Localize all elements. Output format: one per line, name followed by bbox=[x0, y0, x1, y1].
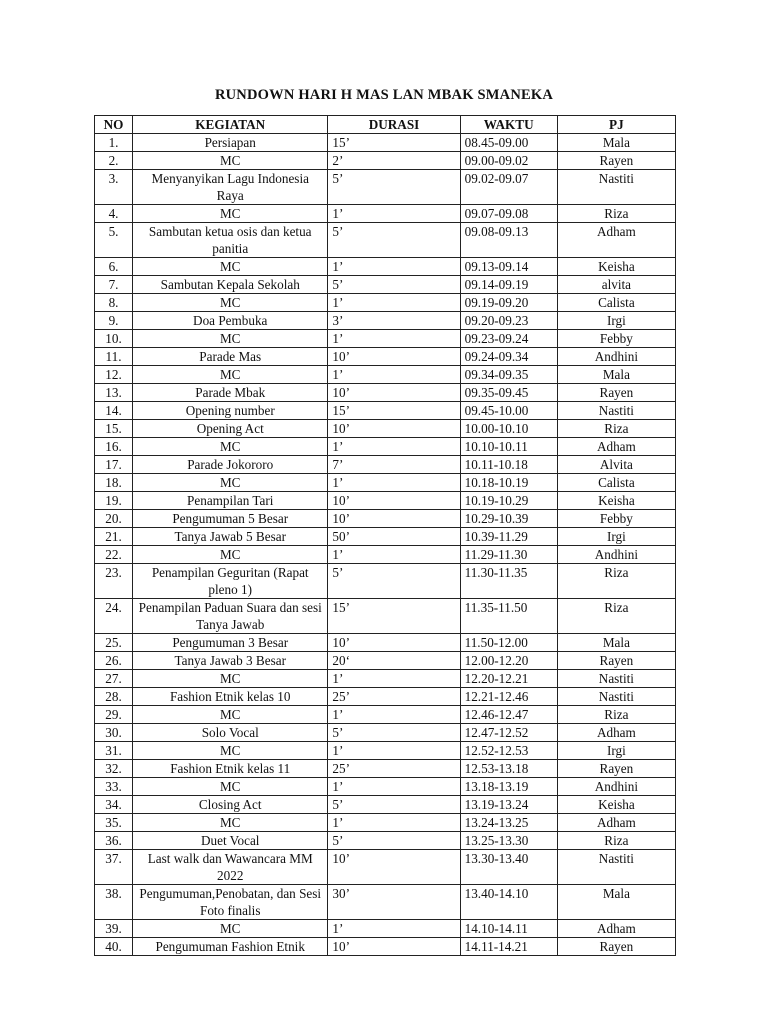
cell-pj: Irgi bbox=[557, 312, 675, 330]
cell-no: 26. bbox=[95, 652, 133, 670]
cell-no: 7. bbox=[95, 276, 133, 294]
table-row bbox=[95, 796, 676, 814]
cell-no: 34. bbox=[95, 796, 133, 814]
cell-durasi: 1’ bbox=[328, 294, 460, 312]
cell-kegiatan: MC bbox=[133, 742, 328, 760]
cell-kegiatan: MC bbox=[133, 438, 328, 456]
cell-kegiatan: Pengumuman Fashion Etnik bbox=[133, 938, 328, 956]
cell-waktu: 14.10-14.11 bbox=[460, 920, 557, 938]
cell-pj: Riza bbox=[557, 564, 675, 599]
cell-pj: Mala bbox=[557, 366, 675, 384]
cell-durasi: 1’ bbox=[328, 438, 460, 456]
cell-pj: Rayen bbox=[557, 652, 675, 670]
cell-kegiatan: Solo Vocal bbox=[133, 724, 328, 742]
cell-durasi: 1’ bbox=[328, 706, 460, 724]
cell-durasi: 20‘ bbox=[328, 652, 460, 670]
cell-no: 2. bbox=[95, 152, 133, 170]
table-row bbox=[95, 850, 676, 885]
cell-waktu: 11.50-12.00 bbox=[460, 634, 557, 652]
cell-waktu: 11.29-11.30 bbox=[460, 546, 557, 564]
cell-no: 21. bbox=[95, 528, 133, 546]
cell-waktu: 09.35-09.45 bbox=[460, 384, 557, 402]
cell-no: 5. bbox=[95, 223, 133, 258]
cell-durasi: 10’ bbox=[328, 420, 460, 438]
cell-no: 38. bbox=[95, 885, 133, 920]
cell-kegiatan: MC bbox=[133, 366, 328, 384]
table-row bbox=[95, 814, 676, 832]
cell-pj: Riza bbox=[557, 599, 675, 634]
cell-kegiatan: Parade Mbak bbox=[133, 384, 328, 402]
cell-no: 1. bbox=[95, 134, 133, 152]
cell-pj: Rayen bbox=[557, 938, 675, 956]
cell-kegiatan: Penampilan Paduan Suara dan sesi Tanya Jawab bbox=[133, 599, 328, 634]
cell-pj: Rayen bbox=[557, 152, 675, 170]
table-row bbox=[95, 474, 676, 492]
cell-durasi: 7’ bbox=[328, 456, 460, 474]
cell-waktu: 10.18-10.19 bbox=[460, 474, 557, 492]
cell-no: 25. bbox=[95, 634, 133, 652]
cell-kegiatan: Pengumuman,Penobatan, dan Sesi Foto finalis bbox=[133, 885, 328, 920]
cell-kegiatan: MC bbox=[133, 920, 328, 938]
cell-pj: Andhini bbox=[557, 546, 675, 564]
cell-waktu: 09.08-09.13 bbox=[460, 223, 557, 258]
cell-durasi: 10’ bbox=[328, 510, 460, 528]
cell-kegiatan: Parade Jokororo bbox=[133, 456, 328, 474]
cell-no: 32. bbox=[95, 760, 133, 778]
cell-no: 24. bbox=[95, 599, 133, 634]
cell-no: 36. bbox=[95, 832, 133, 850]
cell-waktu: 10.39-11.29 bbox=[460, 528, 557, 546]
cell-no: 13. bbox=[95, 384, 133, 402]
cell-waktu: 08.45-09.00 bbox=[460, 134, 557, 152]
cell-waktu: 10.10-10.11 bbox=[460, 438, 557, 456]
cell-pj: Riza bbox=[557, 706, 675, 724]
cell-durasi: 10’ bbox=[328, 938, 460, 956]
cell-no: 9. bbox=[95, 312, 133, 330]
cell-waktu: 11.30-11.35 bbox=[460, 564, 557, 599]
table-row bbox=[95, 366, 676, 384]
cell-kegiatan: MC bbox=[133, 258, 328, 276]
header-kegiatan: KEGIATAN bbox=[133, 116, 328, 134]
cell-durasi: 1’ bbox=[328, 330, 460, 348]
table-row bbox=[95, 420, 676, 438]
cell-no: 14. bbox=[95, 402, 133, 420]
cell-no: 37. bbox=[95, 850, 133, 885]
cell-kegiatan: MC bbox=[133, 294, 328, 312]
cell-durasi: 5’ bbox=[328, 832, 460, 850]
cell-pj: Febby bbox=[557, 510, 675, 528]
cell-durasi: 1’ bbox=[328, 920, 460, 938]
cell-waktu: 13.24-13.25 bbox=[460, 814, 557, 832]
cell-waktu: 13.30-13.40 bbox=[460, 850, 557, 885]
table-row bbox=[95, 348, 676, 366]
cell-waktu: 13.40-14.10 bbox=[460, 885, 557, 920]
cell-no: 28. bbox=[95, 688, 133, 706]
cell-waktu: 10.29-10.39 bbox=[460, 510, 557, 528]
cell-no: 6. bbox=[95, 258, 133, 276]
cell-pj: Nastiti bbox=[557, 670, 675, 688]
table-row bbox=[95, 724, 676, 742]
cell-waktu: 10.00-10.10 bbox=[460, 420, 557, 438]
cell-pj: Nastiti bbox=[557, 850, 675, 885]
cell-kegiatan: Doa Pembuka bbox=[133, 312, 328, 330]
cell-pj: alvita bbox=[557, 276, 675, 294]
cell-durasi: 1’ bbox=[328, 546, 460, 564]
cell-durasi: 10’ bbox=[328, 348, 460, 366]
cell-pj: Riza bbox=[557, 832, 675, 850]
cell-durasi: 1’ bbox=[328, 474, 460, 492]
cell-durasi: 1’ bbox=[328, 258, 460, 276]
cell-no: 31. bbox=[95, 742, 133, 760]
table-row bbox=[95, 938, 676, 956]
cell-waktu: 12.20-12.21 bbox=[460, 670, 557, 688]
cell-no: 29. bbox=[95, 706, 133, 724]
table-row bbox=[95, 312, 676, 330]
table-row bbox=[95, 688, 676, 706]
cell-waktu: 14.11-14.21 bbox=[460, 938, 557, 956]
cell-kegiatan: Closing Act bbox=[133, 796, 328, 814]
cell-waktu: 13.25-13.30 bbox=[460, 832, 557, 850]
table-row bbox=[95, 564, 676, 599]
table-row bbox=[95, 384, 676, 402]
cell-waktu: 09.07-09.08 bbox=[460, 205, 557, 223]
cell-no: 39. bbox=[95, 920, 133, 938]
cell-waktu: 10.19-10.29 bbox=[460, 492, 557, 510]
cell-waktu: 09.23-09.24 bbox=[460, 330, 557, 348]
table-row bbox=[95, 706, 676, 724]
cell-waktu: 09.20-09.23 bbox=[460, 312, 557, 330]
cell-durasi: 10’ bbox=[328, 850, 460, 885]
cell-waktu: 09.13-09.14 bbox=[460, 258, 557, 276]
cell-durasi: 25’ bbox=[328, 688, 460, 706]
table-row bbox=[95, 330, 676, 348]
cell-no: 23. bbox=[95, 564, 133, 599]
cell-waktu: 09.02-09.07 bbox=[460, 170, 557, 205]
cell-pj: Nastiti bbox=[557, 170, 675, 205]
cell-kegiatan: MC bbox=[133, 546, 328, 564]
table-row bbox=[95, 778, 676, 796]
cell-no: 22. bbox=[95, 546, 133, 564]
cell-durasi: 10’ bbox=[328, 634, 460, 652]
cell-kegiatan: Penampilan Tari bbox=[133, 492, 328, 510]
cell-waktu: 09.00-09.02 bbox=[460, 152, 557, 170]
cell-durasi: 5’ bbox=[328, 170, 460, 205]
cell-no: 35. bbox=[95, 814, 133, 832]
cell-waktu: 13.19-13.24 bbox=[460, 796, 557, 814]
table-row bbox=[95, 670, 676, 688]
cell-durasi: 15’ bbox=[328, 599, 460, 634]
table-row bbox=[95, 294, 676, 312]
table-row bbox=[95, 920, 676, 938]
cell-kegiatan: Parade Mas bbox=[133, 348, 328, 366]
cell-no: 20. bbox=[95, 510, 133, 528]
cell-pj: Nastiti bbox=[557, 402, 675, 420]
cell-pj: Keisha bbox=[557, 796, 675, 814]
cell-kegiatan: Penampilan Geguritan (Rapat pleno 1) bbox=[133, 564, 328, 599]
cell-kegiatan: MC bbox=[133, 814, 328, 832]
cell-pj: Riza bbox=[557, 420, 675, 438]
cell-waktu: 12.47-12.52 bbox=[460, 724, 557, 742]
table-row bbox=[95, 832, 676, 850]
cell-pj: Febby bbox=[557, 330, 675, 348]
header-durasi: DURASI bbox=[328, 116, 460, 134]
cell-pj: Keisha bbox=[557, 258, 675, 276]
cell-kegiatan: Menyanyikan Lagu Indonesia Raya bbox=[133, 170, 328, 205]
cell-durasi: 50’ bbox=[328, 528, 460, 546]
cell-pj: Mala bbox=[557, 134, 675, 152]
header-waktu: WAKTU bbox=[460, 116, 557, 134]
table-row bbox=[95, 742, 676, 760]
cell-durasi: 2’ bbox=[328, 152, 460, 170]
cell-kegiatan: Duet Vocal bbox=[133, 832, 328, 850]
cell-kegiatan: MC bbox=[133, 670, 328, 688]
cell-pj: Alvita bbox=[557, 456, 675, 474]
cell-no: 19. bbox=[95, 492, 133, 510]
cell-waktu: 09.34-09.35 bbox=[460, 366, 557, 384]
cell-no: 30. bbox=[95, 724, 133, 742]
cell-durasi: 5’ bbox=[328, 724, 460, 742]
table-row bbox=[95, 492, 676, 510]
cell-kegiatan: Pengumuman 5 Besar bbox=[133, 510, 328, 528]
cell-no: 33. bbox=[95, 778, 133, 796]
cell-kegiatan: MC bbox=[133, 152, 328, 170]
cell-durasi: 1’ bbox=[328, 814, 460, 832]
cell-pj: Adham bbox=[557, 920, 675, 938]
table-row bbox=[95, 134, 676, 152]
page-title: RUNDOWN HARI H MAS LAN MBAK SMANEKA bbox=[214, 87, 554, 103]
cell-no: 16. bbox=[95, 438, 133, 456]
cell-no: 8. bbox=[95, 294, 133, 312]
cell-no: 11. bbox=[95, 348, 133, 366]
cell-durasi: 5’ bbox=[328, 276, 460, 294]
cell-pj: Adham bbox=[557, 223, 675, 258]
cell-durasi: 1’ bbox=[328, 205, 460, 223]
cell-pj: Rayen bbox=[557, 384, 675, 402]
cell-durasi: 3’ bbox=[328, 312, 460, 330]
cell-kegiatan: MC bbox=[133, 778, 328, 796]
header-pj: PJ bbox=[557, 116, 675, 134]
cell-pj: Mala bbox=[557, 885, 675, 920]
cell-kegiatan: MC bbox=[133, 706, 328, 724]
table-row bbox=[95, 528, 676, 546]
cell-no: 3. bbox=[95, 170, 133, 205]
cell-no: 18. bbox=[95, 474, 133, 492]
cell-pj: Rayen bbox=[557, 760, 675, 778]
cell-durasi: 10’ bbox=[328, 384, 460, 402]
cell-durasi: 30’ bbox=[328, 885, 460, 920]
cell-waktu: 12.52-12.53 bbox=[460, 742, 557, 760]
cell-kegiatan: Tanya Jawab 5 Besar bbox=[133, 528, 328, 546]
cell-waktu: 09.19-09.20 bbox=[460, 294, 557, 312]
cell-durasi: 10’ bbox=[328, 492, 460, 510]
cell-kegiatan: Opening Act bbox=[133, 420, 328, 438]
cell-waktu: 12.21-12.46 bbox=[460, 688, 557, 706]
cell-kegiatan: Sambutan ketua osis dan ketua panitia bbox=[133, 223, 328, 258]
table-row bbox=[95, 170, 676, 205]
cell-pj: Andhini bbox=[557, 778, 675, 796]
cell-kegiatan: Sambutan Kepala Sekolah bbox=[133, 276, 328, 294]
cell-no: 15. bbox=[95, 420, 133, 438]
table-row bbox=[95, 438, 676, 456]
cell-kegiatan: MC bbox=[133, 474, 328, 492]
cell-durasi: 5’ bbox=[328, 796, 460, 814]
cell-kegiatan: MC bbox=[133, 205, 328, 223]
cell-pj: Keisha bbox=[557, 492, 675, 510]
table-row bbox=[95, 760, 676, 778]
table-row bbox=[95, 599, 676, 634]
cell-pj: Adham bbox=[557, 724, 675, 742]
table-row bbox=[95, 258, 676, 276]
cell-no: 27. bbox=[95, 670, 133, 688]
cell-no: 40. bbox=[95, 938, 133, 956]
table-header-row bbox=[95, 116, 676, 134]
cell-waktu: 09.14-09.19 bbox=[460, 276, 557, 294]
cell-waktu: 12.53-13.18 bbox=[460, 760, 557, 778]
cell-pj: Irgi bbox=[557, 528, 675, 546]
cell-kegiatan: Opening number bbox=[133, 402, 328, 420]
cell-pj: Riza bbox=[557, 205, 675, 223]
cell-no: 12. bbox=[95, 366, 133, 384]
cell-waktu: 10.11-10.18 bbox=[460, 456, 557, 474]
cell-kegiatan: Fashion Etnik kelas 11 bbox=[133, 760, 328, 778]
cell-no: 4. bbox=[95, 205, 133, 223]
table-row bbox=[95, 546, 676, 564]
table-row bbox=[95, 402, 676, 420]
cell-durasi: 15’ bbox=[328, 402, 460, 420]
cell-durasi: 25’ bbox=[328, 760, 460, 778]
table-row bbox=[95, 223, 676, 258]
rundown-table bbox=[94, 115, 676, 956]
cell-pj: Calista bbox=[557, 294, 675, 312]
table-row bbox=[95, 885, 676, 920]
cell-no: 10. bbox=[95, 330, 133, 348]
table-row bbox=[95, 634, 676, 652]
table-row bbox=[95, 652, 676, 670]
cell-waktu: 09.24-09.34 bbox=[460, 348, 557, 366]
table-row bbox=[95, 152, 676, 170]
cell-no: 17. bbox=[95, 456, 133, 474]
cell-waktu: 11.35-11.50 bbox=[460, 599, 557, 634]
cell-pj: Irgi bbox=[557, 742, 675, 760]
cell-pj: Adham bbox=[557, 814, 675, 832]
cell-pj: Calista bbox=[557, 474, 675, 492]
cell-pj: Mala bbox=[557, 634, 675, 652]
table-row bbox=[95, 510, 676, 528]
table-row bbox=[95, 456, 676, 474]
cell-kegiatan: Fashion Etnik kelas 10 bbox=[133, 688, 328, 706]
cell-kegiatan: MC bbox=[133, 330, 328, 348]
cell-waktu: 12.00-12.20 bbox=[460, 652, 557, 670]
cell-kegiatan: Pengumuman 3 Besar bbox=[133, 634, 328, 652]
cell-pj: Adham bbox=[557, 438, 675, 456]
table-row bbox=[95, 276, 676, 294]
cell-durasi: 1’ bbox=[328, 670, 460, 688]
cell-durasi: 1’ bbox=[328, 742, 460, 760]
cell-durasi: 5’ bbox=[328, 564, 460, 599]
table-row bbox=[95, 205, 676, 223]
cell-waktu: 09.45-10.00 bbox=[460, 402, 557, 420]
cell-durasi: 5’ bbox=[328, 223, 460, 258]
cell-kegiatan: Last walk dan Wawancara MM 2022 bbox=[133, 850, 328, 885]
cell-durasi: 15’ bbox=[328, 134, 460, 152]
cell-waktu: 12.46-12.47 bbox=[460, 706, 557, 724]
cell-pj: Nastiti bbox=[557, 688, 675, 706]
cell-kegiatan: Persiapan bbox=[133, 134, 328, 152]
header-no: NO bbox=[95, 116, 133, 134]
cell-pj: Andhini bbox=[557, 348, 675, 366]
cell-durasi: 1’ bbox=[328, 778, 460, 796]
cell-durasi: 1’ bbox=[328, 366, 460, 384]
cell-waktu: 13.18-13.19 bbox=[460, 778, 557, 796]
cell-kegiatan: Tanya Jawab 3 Besar bbox=[133, 652, 328, 670]
